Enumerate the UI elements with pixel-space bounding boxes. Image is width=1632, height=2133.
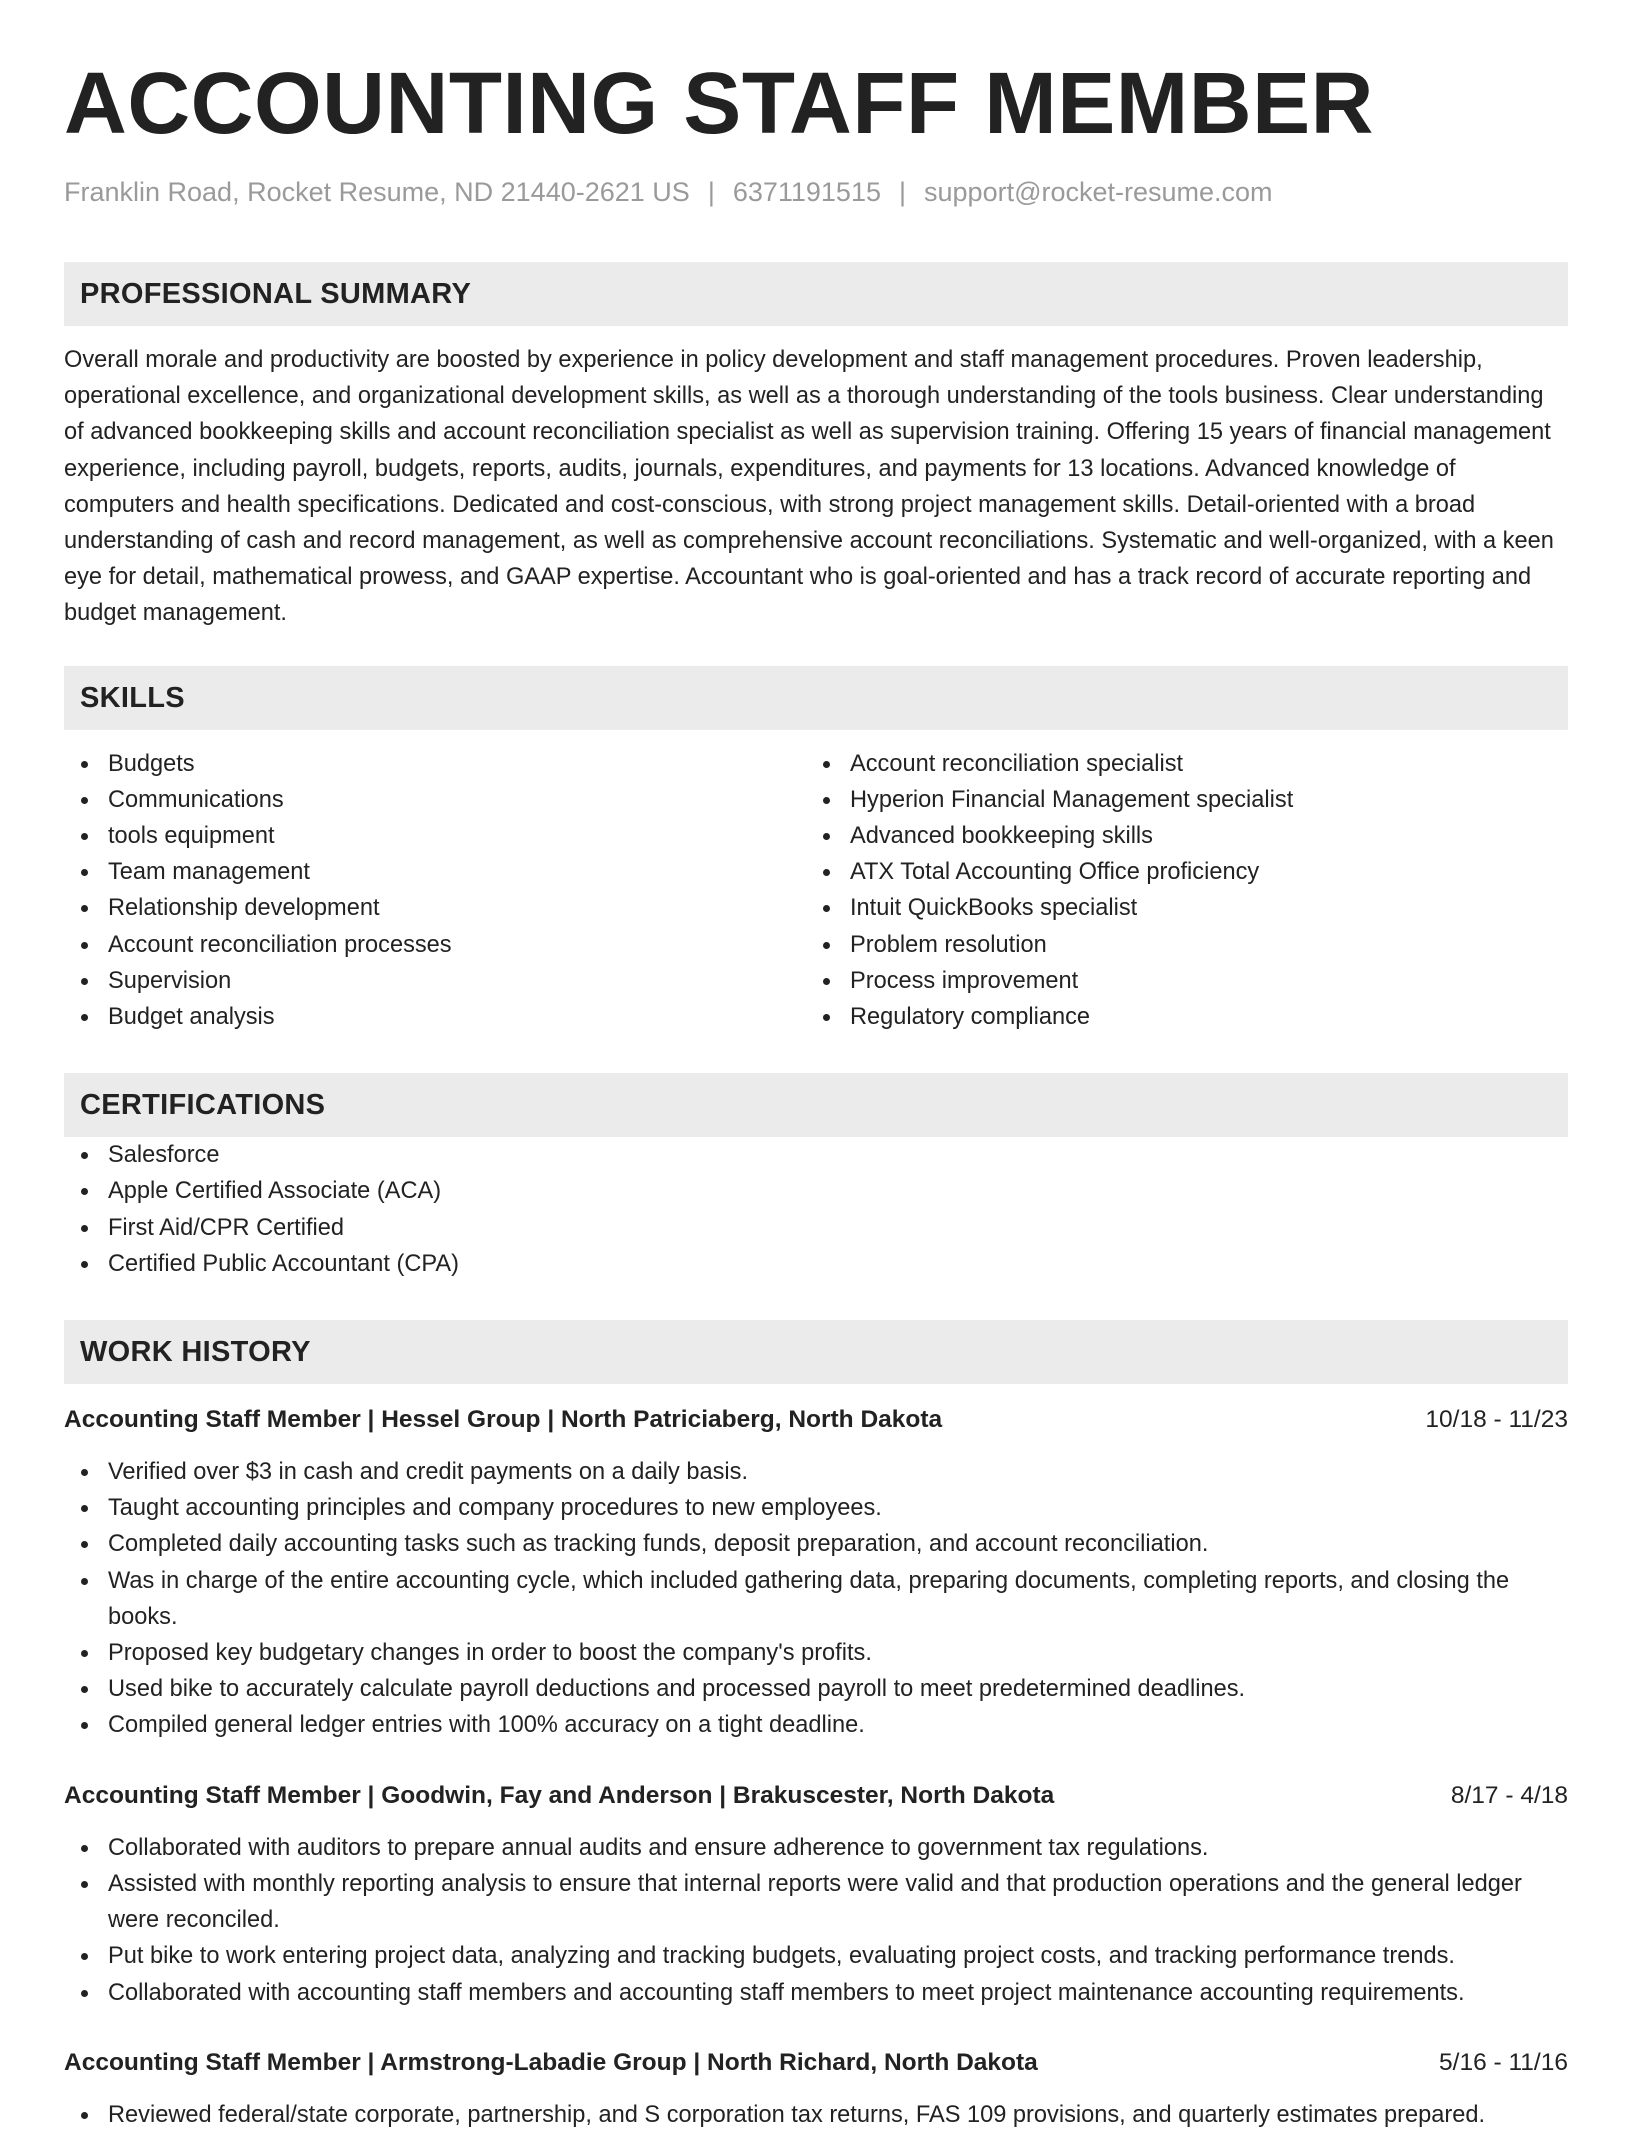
job-duties-list — [64, 1454, 1568, 1744]
resume-title: ACCOUNTING STAFF MEMBER — [64, 55, 1374, 152]
section-heading-certifications: CERTIFICATIONS — [64, 1073, 1568, 1137]
job-duty-item: Compiled general ledger entries with 100% accuracy on a tight deadline. — [64, 1707, 1568, 1743]
section-heading-summary: PROFESSIONAL SUMMARY — [64, 262, 1568, 326]
skill-item: Process improvement — [806, 963, 1548, 999]
skill-item: Hyperion Financial Management specialist — [806, 782, 1548, 818]
certifications-list — [64, 1137, 1568, 1282]
contact-separator: | — [707, 177, 715, 207]
section-heading-skills: SKILLS — [64, 666, 1568, 730]
skill-item: Budgets — [64, 746, 806, 782]
skill-item: Account reconciliation specialist — [806, 746, 1548, 782]
job-entry — [64, 2045, 1568, 2133]
job-dates: 5/16 - 11/16 — [1439, 2048, 1568, 2076]
job-duties-list — [64, 1830, 1568, 2011]
contact-separator: | — [899, 177, 907, 207]
skill-item: Supervision — [64, 963, 806, 999]
job-entry — [64, 1402, 1568, 1744]
job-duty-item: Put bike to work entering project data, analyzing and tracking budgets, evaluating project costs, and tracking performance trends. — [64, 1938, 1568, 1974]
work-history-section — [64, 1320, 1568, 2133]
skills-column-left — [64, 746, 806, 1036]
job-duty-item: Completed daily accounting tasks such as tracking funds, deposit preparation, and account reconciliation. — [64, 1526, 1568, 1562]
job-duty-item: Was in charge of the entire accounting cycle, which included gathering data, preparing documents, completing reports, and closing the books. — [64, 1563, 1568, 1635]
skill-item: ATX Total Accounting Office proficiency — [806, 854, 1548, 890]
certification-item: First Aid/CPR Certified — [64, 1210, 1568, 1246]
skills-grid — [64, 746, 1568, 1036]
contact-address: Franklin Road, Rocket Resume, ND 21440-2621 US — [64, 177, 690, 207]
professional-summary-section — [64, 262, 1568, 632]
job-duty-item: Used bike to accurately calculate payroll deductions and processed payroll to meet predetermined deadlines. — [64, 1671, 1568, 1707]
certifications-section — [64, 1073, 1568, 1282]
job-dates: 10/18 - 11/23 — [1425, 1406, 1568, 1434]
skills-list-left — [64, 746, 806, 1036]
job-duty-item: Collaborated with accounting staff members and accounting staff members to meet project maintenance accounting requirements. — [64, 1975, 1568, 2011]
certification-item: Salesforce — [64, 1137, 1568, 1173]
job-title: Accounting Staff Member | Goodwin, Fay and Anderson | Brakuscester, North Dakota — [64, 1781, 1055, 1809]
job-header — [64, 1402, 1568, 1438]
skill-item: Budget analysis — [64, 999, 806, 1035]
section-heading-work-history: WORK HISTORY — [64, 1320, 1568, 1384]
job-duty-item: Proposed key budgetary changes in order to boost the company's profits. — [64, 1635, 1568, 1671]
job-duty-item: Verified over $3 in cash and credit payments on a daily basis. — [64, 1454, 1568, 1490]
job-title: Accounting Staff Member | Armstrong-Labadie Group | North Richard, North Dakota — [64, 2048, 1038, 2076]
job-duties-list — [64, 2097, 1568, 2133]
certification-item: Certified Public Accountant (CPA) — [64, 1246, 1568, 1282]
skill-item: Problem resolution — [806, 927, 1548, 963]
skill-item: Communications — [64, 782, 806, 818]
job-duty-item: Assisted with monthly reporting analysis to ensure that internal reports were valid and that production operations and the general ledger were reconciled. — [64, 1866, 1568, 1938]
job-duty-item: Taught accounting principles and company procedures to new employees. — [64, 1490, 1568, 1526]
skill-item: Advanced bookkeeping skills — [806, 818, 1548, 854]
job-title: Accounting Staff Member | Hessel Group | North Patriciaberg, North Dakota — [64, 1406, 943, 1434]
skill-item: Regulatory compliance — [806, 999, 1548, 1035]
skills-section — [64, 666, 1568, 1036]
job-duty-item: Reviewed federal/state corporate, partnership, and S corporation tax returns, FAS 109 provisions, and quarterly estimates prepared. — [64, 2097, 1568, 2133]
contact-line — [64, 174, 1568, 210]
contact-email: support@rocket-resume.com — [924, 177, 1273, 207]
job-header — [64, 1778, 1568, 1814]
skill-item: Account reconciliation processes — [64, 927, 806, 963]
skills-column-right — [806, 746, 1548, 1036]
skills-list-right — [806, 746, 1548, 1036]
contact-phone: 6371191515 — [732, 177, 881, 207]
job-entry — [64, 1778, 1568, 2011]
skill-item: tools equipment — [64, 818, 806, 854]
skill-item: Intuit QuickBooks specialist — [806, 890, 1548, 926]
job-header — [64, 2045, 1568, 2081]
skill-item: Relationship development — [64, 890, 806, 926]
certification-item: Apple Certified Associate (ACA) — [64, 1173, 1568, 1209]
summary-paragraph: Overall morale and productivity are boosted by experience in policy development and staff management procedures. Proven leadership, operational excellence, and organizational development skills, as well as a thorough understanding of the tools business. Clear understanding of advanced bookkeeping skills and account reconciliation specialist as well as supervision training. Offering 15 years of financial management experience, including payroll, budgets, reports, audits, journals, expenditures, and payments for 13 locations. Advanced knowledge of computers and health specifications. Dedicated and cost-conscious, with strong project management skills. Detail-oriented with a broad understanding of cash and record management, as well as comprehensive account reconciliations. Systematic and well-organized, with a keen eye for detail, mathematical prowess, and GAAP expertise. Accountant who is goal-oriented and has a track record of accurate reporting and budget management. — [64, 347, 1554, 627]
job-dates: 8/17 - 4/18 — [1450, 1781, 1568, 1809]
job-duty-item: Collaborated with auditors to prepare annual audits and ensure adherence to government tax regulations. — [64, 1830, 1568, 1866]
skill-item: Team management — [64, 854, 806, 890]
